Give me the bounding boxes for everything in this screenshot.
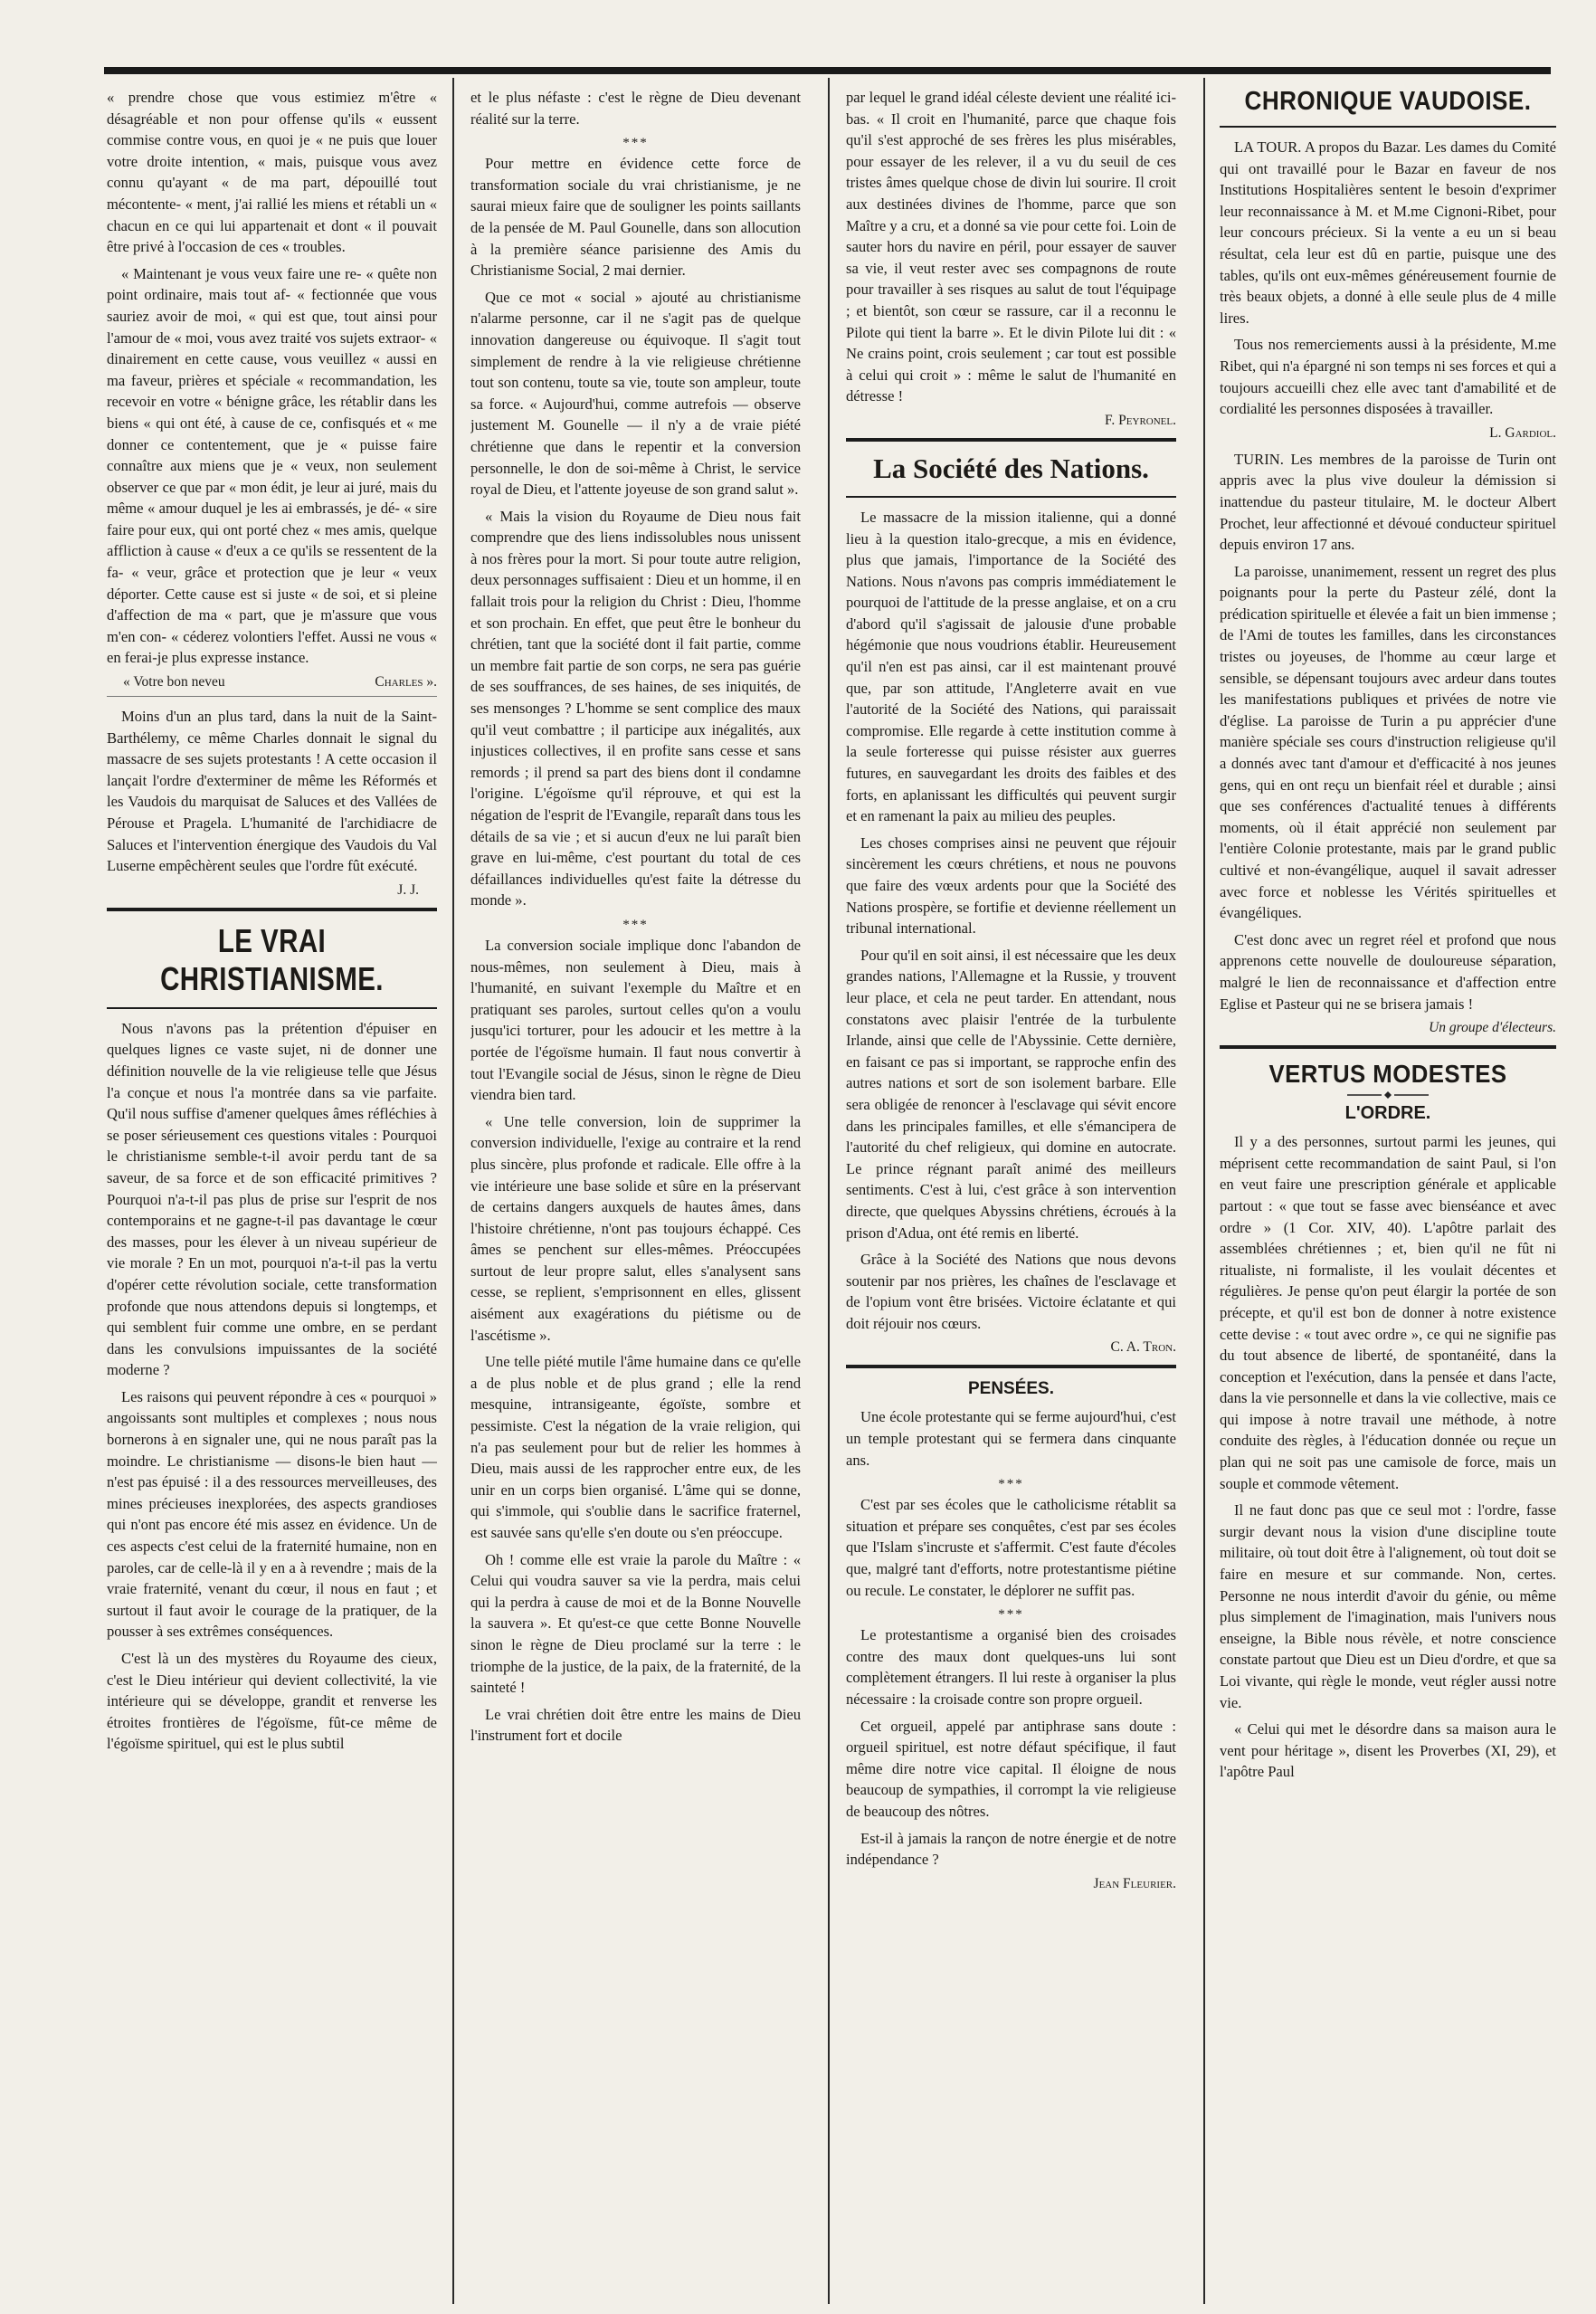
- letter-paragraph: « prendre chose que vous estimiez m'être « désagréable et non pour offense qu'ils « eussent commise contre vous, en quoi je « ne puis que louer votre droite intention, « mais, puisque vous avez connu qu'ayant « de ma part, dépouillé tout mécontente- « ment, j'ai rallié les miens et rétabli un « chacun en ce qui lui appartenait et dont « il pouvait être privé à l'occasion de ces « troubles.: [107, 89, 437, 256]
- article-paragraph: Moins d'un an plus tard, dans la nuit de la Saint-Barthélemy, ce même Charles donnait le signal du massacre de ses sujets protestants ! A cette occasion il lançait l'ordre d'exterminer de même les Réformés et les Vaudois du marquisat de Saluces et des Vallées de Pérouse et Pragela. L'humanité de l'archidiacre de Saluces et l'intervention énergique des Vaudois du Val Luserne empêchèrent seules que l'ordre fût exécuté.: [107, 708, 437, 875]
- column-divider: [452, 78, 454, 2304]
- section-title: VERTUS MODESTES: [1268, 1060, 1507, 1089]
- column-2: [470, 87, 801, 1752]
- article-paragraph: Pour mettre en évidence cette force de transformation sociale du vrai christianisme, je ne saurai mieux faire que de souligner les points saillants de la pensée de M. Paul Gounelle, dans son allocution à la première séance parisienne des Amis du Christianisme Social, 2 mai dernier.: [470, 155, 801, 280]
- top-rule: [104, 67, 1551, 74]
- article-paragraph: et le plus néfaste : c'est le règne de Dieu devenant réalité sur la terre.: [470, 89, 801, 128]
- chronicle-paragraph: TURIN. Les membres de la paroisse de Turin ont appris avec la plus vive douleur la démission si inattendue du pasteur titulaire, M. le docteur Albert Prochet, leur affectionné et dévoué conducteur spirituel depuis environ 17 ans.: [1220, 450, 1556, 554]
- article-paragraph: C'est là un des mystères du Royaume des cieux, c'est le Dieu intérieur qui devient collectivité, la vie intérieure qui se développe, grandit et renverse les étroites frontières de l'égoïsme, fût-ce même de l'égoïsme spirituel, qui est le plus subtil: [107, 1650, 437, 1753]
- column-1: [107, 87, 437, 1760]
- article-paragraph: Une telle piété mutile l'âme humaine dans ce qu'elle a de plus noble et de plus grand ; elle la rend mesquine, intransigeante, égoïste, sombre et pessimiste. C'est la négation de la vraie religion, qui n'a pas seulement pour but de relier les hommes à Dieu, mais aussi de les rapprocher entre eux, de les unir en un corps bien organisé. L'âme qui se donne, qui s'immole, qui s'oublie dans le sacrifice fraternel, est sauvée sans qu'elle s'en doute ou s'en préoccupe.: [470, 1353, 801, 1541]
- article-paragraph: Les choses comprises ainsi ne peuvent que réjouir sincèrement les cœurs chrétiens, et nous ne pouvons que faire des vœux ardents pour que la Société des Nations prospère, se fortifie et devienne réellement un tribunal international.: [846, 833, 1176, 938]
- signature: F. Peyronel.: [1105, 412, 1176, 428]
- section-rule: [846, 1365, 1176, 1368]
- thought-paragraph: Cet orgueil, appelé par antiphrase sans doute : orgueil spirituel, est notre défaut spécifique, il faut même dire notre vice capital. Il éloigne de nous beaucoup de sympathies, il corrompt la vie religieuse de beaucoup des nôtres.: [846, 1717, 1176, 1820]
- signature: L. Gardiol.: [1489, 424, 1556, 441]
- section-rule: [846, 438, 1176, 442]
- article-paragraph: Que ce mot « social » ajouté au christianisme n'alarme personne, car il ne s'agit pas de quelque innovation dangereuse ou équivoque. Il s'agit tout simplement de rendre à la vie religieuse chrétienne tout son contenu, toute sa vie, toute son ampleur, toute sa force. « Aujourd'hui, comme autrefois — observe justement M. Gounelle — il n'y a de vraie piété chrétienne que dans le repentir et la conversion personnelle, le don de soi-même à Christ, le service royal de Dieu, et l'attente joyeuse de son grand salut ».: [470, 288, 801, 499]
- subsection-title: L'ORDRE.: [1344, 1103, 1431, 1124]
- article-title: LE VRAI CHRISTIANISME.: [160, 921, 384, 997]
- title-rule: [846, 496, 1176, 498]
- article-paragraph: Nous n'avons pas la prétention d'épuiser en quelques lignes ce vaste sujet, ni de donner une définition nouvelle de la vie religieuse telle que Jésus l'a conçue et nous l'a montrée dans sa vie parfaite. Qu'il nous suffise d'amener quelques âmes réfléchies à se poser sérieusement ces questions vitales : Pourquoi le christianisme semble-t-il avoir perdu tant de sa saveur, de sa force et de son efficacité primitives ? Pourquoi n'a-t-il pas plus de prise sur l'esprit de nos contemporains et ne gagne-t-il pas davantage le cœur des masses, pour les élever à un niveau supérieur de vie morale ? En un mot, pourquoi n'a-t-il pas la vertu d'opérer cette révolution sociale, cette transformation profonde que nous attendons depuis si longtemps, et qui semblent fuir comme une ombre, en se perdant dans les convulsions impuissantes de la société moderne ?: [107, 1019, 437, 1379]
- article-paragraph: Pour qu'il en soit ainsi, il est nécessaire que les deux grandes nations, l'Allemagne et la Russie, y trouvent leur place, et cela ne peut tarder. En attendant, nous constatons avec plaisir l'entrée de la turbulente Irlande, ainsi que celle de l'Abyssinie. Cette dernière, en faisant ce pas si important, se rapproche enfin des autres nations et sort de son isolement barbare. Elle sera obligée de renoncer à l'esclavage qui sévit encore dans les principales familles, et elle s'émancipera de l'autorité du chef religieux, qui domine en autocrate. Le prince régnant paraît animé des meilleurs sentiments. C'est à lui, c'est grâce à son intervention directe, que quelques Abyssins chrétiens, écroués à la prison d'Adua, ont été remis en liberté.: [846, 946, 1176, 1242]
- signature: Un groupe d'électeurs.: [1429, 1020, 1556, 1036]
- article-paragraph: par lequel le grand idéal céleste devient une réalité ici-bas. « Il croit en l'humanité, parce que chaque fois qu'il s'est approché de ses frères les plus misérables, pour essayer de les relever, il a vu du seuil de ces tristes âmes quelque chose de divin lui sourire. Il croit aux destinées divines de l'homme, parce que son Maître y a cru, et a donné sa vie pour cette foi. Loin de sauter hors du navire en péril, pour essayer de sauver sa vie, il veut rester avec ses compagnons de route pour travailler à ses risques au salut de tout l'équipage ; et bientôt, son cœur se rassure, car il a reconnu le Pilote qui tient la barre ». Et le divin Pilote lui dit : « Ne crains point, crois seulement ; car tout est possible à celui qui croit » : même le salut de l'humanité en détresse !: [846, 89, 1176, 405]
- column-3: [846, 87, 1176, 1900]
- article-paragraph: « Celui qui met le désordre dans sa maison aura le vent pour héritage », disent les Proverbes (XI, 29), et l'apôtre Paul: [1220, 1720, 1556, 1781]
- chronicle-paragraph: C'est donc avec un regret réel et profond que nous apprenons cette nouvelle de douloureuse séparation, malgré le lien de reconnaissance et d'affection entre Eglise et Pasteur qui ne se brisera jamais !: [1220, 930, 1556, 1013]
- article-paragraph: « Une telle conversion, loin de supprimer la conversion individuelle, l'exige au contraire et la rend plus sincère, plus profonde et radicale. Elle offre à la vie intérieure une base solide et sûre en la préservant de certains dangers auxquels de hautes âmes, dans l'histoire chrétienne, n'ont pas toujours échappé. Ces âmes se penchent sur elles-mêmes. Préoccupées surtout de leur propre salut, elles s'analysent sans cesse, se replient, s'emprisonnent en elles, glissent aisément aux exagérations du piétisme ou de l'ascétisme ».: [470, 1112, 801, 1344]
- article-paragraph: Grâce à la Société des Nations que nous devons soutenir par nos prières, les chaînes de l'esclavage et de l'opium vont être brisées. Victoire éclatante et qui doit réjouir nos cœurs.: [846, 1251, 1176, 1332]
- signature: J. J.: [397, 881, 419, 898]
- article-paragraph: Le massacre de la mission italienne, qui a donné lieu à la question italo-grecque, a mis en évidence, plus que jamais, l'importance de la Société des Nations. Nous n'avons pas compris immédiatement le pourquoi de l'attitude de la presse anglaise, et on a cru d'abord qu'il s'agissait de jalousie d'une probable hégémonie que nous voudrions établir. Heureusement qu'il n'en est pas ainsi, car il est maintenant prouvé que, par son attitude, l'Angleterre avait en vue l'autorité de la Société des Nations, qui paraissait compromise. Elle regarde à cette institution comme à la seule forteresse qui puisse résister aux guerres futures, en sauvegardant les droits des faibles et des forts, en aplanissant les difficultés qui peuvent surgir et en ramenant la paix au milieu des peuples.: [846, 508, 1176, 825]
- signature: C. A. Tron.: [1110, 1339, 1176, 1356]
- section-rule: [107, 908, 437, 911]
- asterism: ***: [998, 1477, 1024, 1492]
- thought-paragraph: Est-il à jamais la rançon de notre énergie et de notre indépendance ?: [846, 1829, 1176, 1869]
- article-paragraph: « Mais la vision du Royaume de Dieu nous fait comprendre que des liens indissolubles nous unissent à nos frères pour la mort. Si pour toute autre religion, deux personnages suffisaient : Dieu et un homme, il en fallait trois pour la religion du Christ : Dieu, l'homme et son prochain. En effet, que peut être le bonheur du chrétien, tant que la société dont il fait partie, comme un membre fait partie de son corps, ne sera pas guérie de ses souffrances, de ses haines, de ses iniquités, de ses mensonges ? L'homme se sent complice des maux qu'il veut combattre ; il participe aux inégalités, aux injustices collectives, il en profite sans cesse et sans remords ; il prend sa part des biens dont il condamne l'origine. L'égoïsme qu'il réprouve, et qui est la négation de l'esprit de l'Evangile, reparaît dans tous les détails de sa vie ; et si aucun d'eux ne lui paraît bien grave en lui-même, c'est pourtant du total de ces défaillances individuelles qu'est faite la détresse du monde ».: [470, 507, 801, 909]
- thought-paragraph: Le protestantisme a organisé bien des croisades contre des maux dont quelques-uns lui sont complètement étrangers. Il lui reste à organiser la plus nécessaire : la croisade contre son propre orgueil.: [846, 1626, 1176, 1708]
- article-paragraph: Il y a des personnes, surtout parmi les jeunes, qui méprisent cette recommandation de saint Paul, si l'on en veut faire une prescription générale et applicable partout : « que tout se fasse avec bienséance et avec ordre » (1 Cor. XIV, 40). L'apôtre parlait des assemblées chrétiennes ; et, bien qu'il ne fût ni ritualiste, ni formaliste, il les voulait décentes et régulières. Je pense qu'on peut élargir la portée de son précepte, et qu'il est bon de donner à notre existence cette devise : « tout avec ordre », ce qui ne signifie pas du tout absence de liberté, de spontanéité, dans la conception et l'exécution, dans la pensée et dans l'acte, dans la vie personnelle et dans la vie collective, mais ce qui impose à notre travail une méthode, à notre conduite des règles, à l'éducation donnée ou reçue un plan qui ne soit pas une camisole de force, mais un souple et commode vêtement.: [1220, 1133, 1556, 1492]
- asterism: ***: [622, 136, 649, 151]
- thought-paragraph: C'est par ses écoles que le catholicisme rétablit sa situation et prépare ses conquêtes, c'est par ses écoles que l'Islam s'incruste et s'affermit. C'est faute d'écoles que, malgré tant d'efforts, notre protestantisme piétine ou recule. Le constater, le déplorer ne suffit pas.: [846, 1496, 1176, 1599]
- column-divider: [828, 78, 830, 2304]
- asterism: ***: [998, 1607, 1024, 1623]
- letter-closing: « Votre bon neveu Charles ».: [123, 674, 437, 690]
- article-paragraph: Les raisons qui peuvent répondre à ces « pourquoi » angoissants sont multiples et complexes ; nous nous bornerons à en signaler une, qui ne nous paraît pas la moindre. Le christianisme — disons-le bien haut — n'est pas épuisé : il a des ressources merveilleuses, des mines précieuses inexplorées, des aspects grandioses qui n'ont pas encore été mis assez en évidence. Un de ces aspects c'est celui de la fraternité humaine, non en paroles, car de celle-là il y en a à revendre ; mais de la vraie fraternité, venant du cœur, il nous en faut ; et surtout il faut avoir le courage de la pratiquer, de la pousser à ses extrêmes conséquences.: [107, 1387, 437, 1641]
- title-rule: [1220, 126, 1556, 128]
- column-divider: [1203, 78, 1205, 2304]
- ornament-icon: [1347, 1090, 1429, 1100]
- signature: Jean Fleurier.: [1093, 1875, 1176, 1891]
- chronicle-paragraph: LA TOUR. A propos du Bazar. Les dames du Comité qui ont travaillé pour le Bazar en faveur de nos Institutions Hospitalières sentent le besoin d'exprimer leur reconnaissance à M. et M.me Cignoni-Ribet, pour leur concours précieux. Si la vente a eu un si beau résultat, cela leur est dû en partie, puisque une des tables, qu'ils ont eux-mêmes généreusement fournie de très beaux objets, a donné à elle seule plus de 4 mille lires.: [1220, 138, 1556, 327]
- separator: [107, 696, 437, 697]
- asterism: ***: [622, 917, 649, 932]
- letter-paragraph: « Maintenant je vous veux faire une re- « quête non point ordinaire, mais tout af- « fectionnée que vous sauriez avoir de moi, « qui est que, tout ainsi pour l'amour de « moi, vous avez traité vos sujets extraor- « dinairement en cette cause, vous veuillez « aussi en ma faveur, prières et spéciale « recommandation, les recevoir en votre « bénigne grâce, les rétablir dans les biens « qui ont été, à cause de ce, confisqués et « me donner ce contentement, que je « puisse faire connaître aux miens que je « veux, non seulement observer ce que par « mon édit, je leur ai juré, mais du même « amour duquel je les ai embrassés, je dé- « sire faire pour eux, qui ont porté chez « mes amis, quelque affliction à cause « d'eux a ce qu'ils se ressentent de la fa- « veur, grâce et protection que je leur « veux déporter. Cette cause est si juste « de soi, et si pleine d'affection de ma « part, que je m'assure que vous m'en con- « céderez volontiers l'effet. Aussi ne vous « en ferai-je plus expresse instance.: [107, 264, 437, 667]
- column-4: [1220, 87, 1556, 1788]
- article-paragraph: Il ne faut donc pas que ce seul mot : l'ordre, fasse surgir devant nous la vision d'une discipline toute militaire, où tout doit être à l'alignement, où tout doit se faire en mesure et sur commande. Non, certes. Personne ne nous interdit d'avoir du génie, ou même plus simplement de l'imagination, mais l'univers nous enseigne, la Bible nous révèle, et notre conscience constate partout que Dieu est un Dieu d'ordre, et que sa Loi vivante, qui règle le monde, veut régler aussi notre vie.: [1220, 1501, 1556, 1711]
- chronicle-paragraph: La paroisse, unanimement, ressent un regret des plus poignants pour la perte du Pasteur zélé, dont la prédication spirituelle et élevée a fait un bien immense ; de l'Ami de toutes les familles, dans les circonstances tristes ou joyeuses, de l'homme au cœur large et sensible, se dépensant toujours avec ardeur dans toutes les manifestations publiques et privées de notre vie d'église. La paroisse de Turin a pu apprécier d'une manière spéciale ses cours d'instruction religieuse qu'il a donnés avec tant d'amour et d'efficacité à nos jeunes gens, qui en ont reçu un bienfait réel et durable ; ainsi que ses conférences d'actualité tenues à différents moments, où il était apprécié non seulement par l'entière Colonie protestante, mais par le grand public cultivé et non-évangélique, auquel il savait adresser avec force et noblesse les Vérités spirituelles et évangéliques.: [1220, 562, 1556, 922]
- section-rule: [1220, 1045, 1556, 1049]
- section-title: CHRONIQUE VAUDOISE.: [1244, 87, 1532, 116]
- chronicle-paragraph: Tous nos remerciements aussi à la présidente, M.me Ribet, qui n'a épargné ni son temps ni ses forces et qui a toujours accueilli chez elle avec tant d'amabilité et de cordialité les personnes disposées à travailler.: [1220, 336, 1556, 418]
- article-title: La Société des Nations.: [873, 452, 1149, 484]
- title-rule: [107, 1007, 437, 1009]
- thought-paragraph: Une école protestante qui se ferme aujourd'hui, c'est un temple protestant qui se fermera dans cinquante ans.: [846, 1408, 1176, 1469]
- article-paragraph: La conversion sociale implique donc l'abandon de nous-mêmes, non seulement à Dieu, mais à l'humanité, en suivant l'exemple du Maître et en pratiquant ses paroles, surtout celles qu'on a voulu jusqu'ici torturer, pour les adoucir et les mettre à la portée de l'égoïsme humain. Il faut nous convertir à tout l'Evangile social de Jésus, sinon le règne de Dieu viendra bien tard.: [470, 936, 801, 1104]
- article-paragraph: Oh ! comme elle est vraie la parole du Maître : « Celui qui voudra sauver sa vie la perdra, mais celui qui la perdra à cause de moi et de la Bonne Nouvelle la sauvera ». Et qu'est-ce que cette Bonne Nouvelle sinon le règne de Dieu proclamé sur la terre : le triomphe de la justice, de la paix, de la fraternité, de la sainteté !: [470, 1550, 801, 1697]
- section-title: PENSÉES.: [967, 1379, 1055, 1399]
- article-paragraph: Le vrai chrétien doit être entre les mains de Dieu l'instrument fort et docile: [470, 1705, 801, 1745]
